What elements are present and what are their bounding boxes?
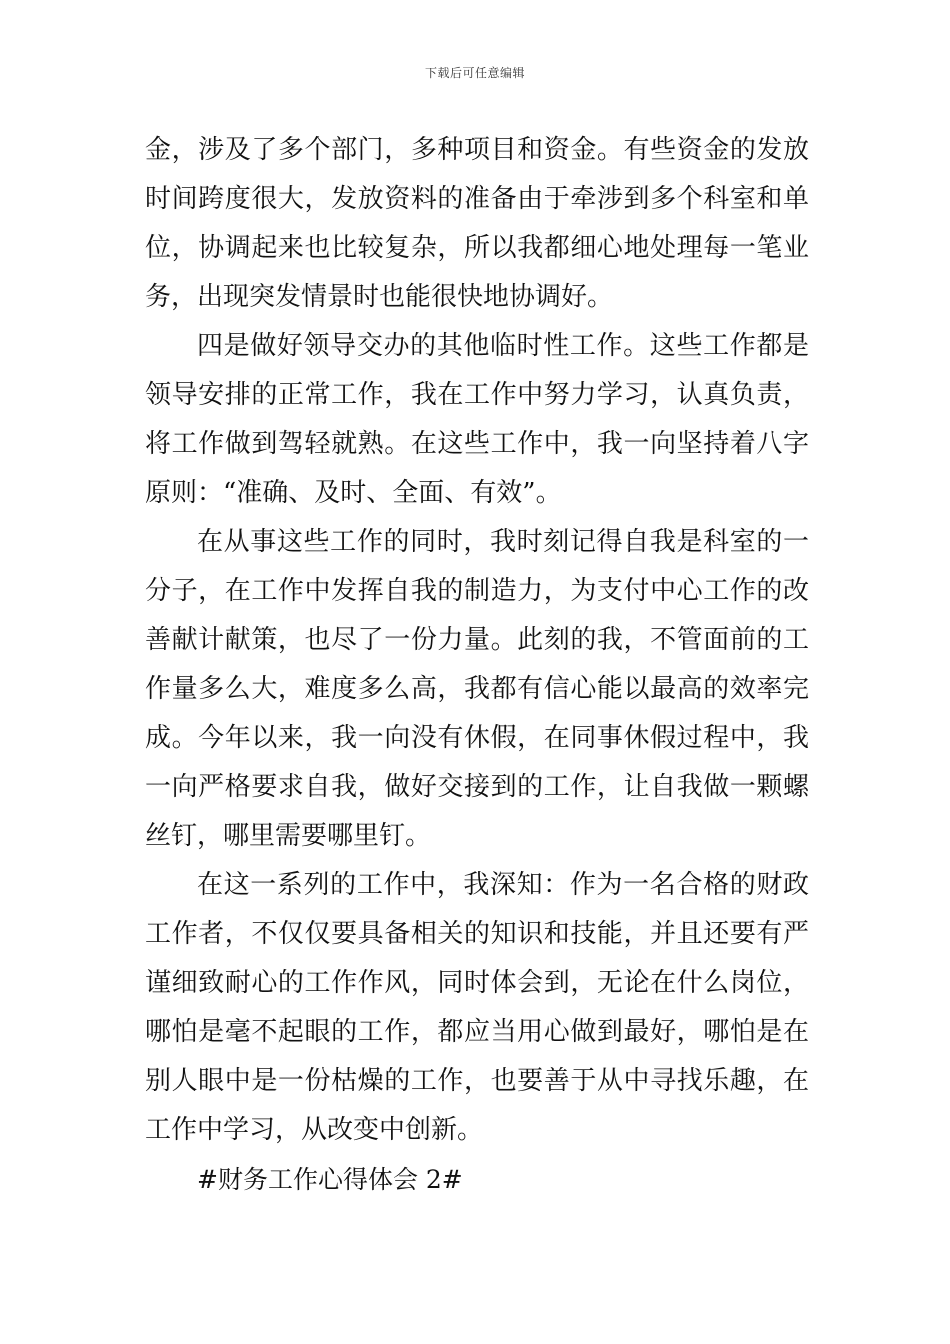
section-heading: #财务工作心得体会 2# xyxy=(197,1165,463,1194)
document-body xyxy=(145,126,809,1204)
paragraph-continuation: 金，涉及了多个部门，多种项目和资金。有些资金的发放时间跨度很大，发放资料的准备由于牵涉到多个科室和单位，协调起来也比较复杂，所以我都细心地处理每一笔业务，出现突发情景时也能很快地协调好。 xyxy=(145,135,809,312)
paragraph-fourth-task: 四是做好领导交办的其他临时性工作。这些工作都是领导安排的正常工作，我在工作中努力学习，认真负责，将工作做到驾轻就熟。在这些工作中，我一向坚持着八字原则：“准确、及时、全面、有效”。 xyxy=(145,331,809,508)
paragraph-reflection: 在这一系列的工作中，我深知：作为一名合格的财政工作者，不仅仅要具备相关的知识和技能，并且还要有严谨细致耐心的工作作风，同时体会到，无论在什么岗位，哪怕是毫不起眼的工作，都应当用心做到最好，哪怕是在别人眼中是一份枯燥的工作，也要善于从中寻找乐趣，在工作中学习，从改变中创新。 xyxy=(145,870,809,1145)
paragraph-team-contribution: 在从事这些工作的同时，我时刻记得自我是科室的一分子，在工作中发挥自我的制造力，为支付中心工作的改善献计献策，也尽了一份力量。此刻的我，不管面前的工作量多么大，难度多么高，我都有信心能以最高的效率完成。今年以来，我一向没有休假，在同事休假过程中，我一向严格要求自我，做好交接到的工作，让自我做一颗螺丝钉，哪里需要哪里钉。 xyxy=(145,527,809,851)
download-note: 下载后可任意编辑 xyxy=(424,66,525,80)
